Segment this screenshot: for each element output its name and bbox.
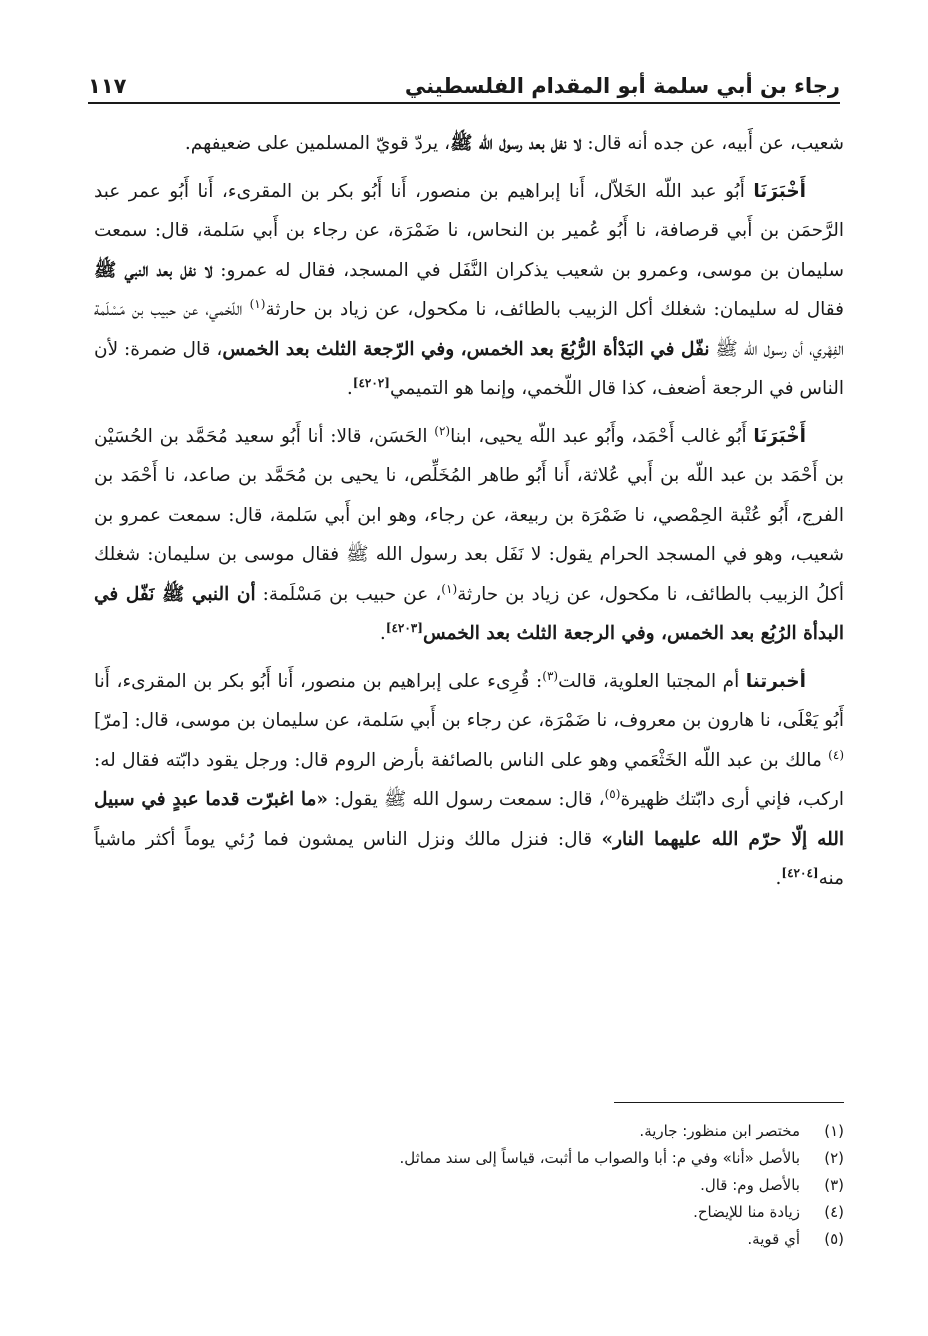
text-run: فقال له سليمان: شغلك أكل الزبيب بالطائف، نا مكحول، عن زياد بن حارثة — [265, 299, 844, 320]
paragraph — [94, 172, 844, 409]
chapter-title: رجاء بن أبي سلمة أبو المقدام الفلسطيني — [404, 74, 840, 98]
text-run: : قُرِىء على إبراهيم بن منصور، أَنا أَبُو بكر بن المقرىء، أَنا أَبُو يَعْلَى، نا هارون بن معروف، نا ضَمْرَة، عن رجاء بن أَبي سَلمة، عن سليمان بن موسى، قال: [مرّ] — [94, 670, 844, 731]
hadith-number: [٤٢٠٣] — [385, 620, 423, 635]
text-run: قال: فنزل مالك ونزل الناس يمشون فما رُئي يوماً أكثر ماشياً منه — [94, 828, 844, 889]
hadith-text: لا نفل بعد النبي ﷺ — [94, 259, 213, 281]
text-run: ، يردّ قويّ المسلمين على ضعيفهم. — [184, 133, 451, 154]
footnote-number: (٤) — [824, 1203, 844, 1221]
narration-lead: أخبرتنا — [745, 670, 806, 692]
footnote-divider — [614, 1102, 844, 1103]
footnote-marker: (٣) — [542, 668, 559, 683]
text-run: . — [775, 868, 782, 889]
text-run: أم المجتبا العلوية، قالت — [558, 670, 746, 692]
footnote-marker: (٢) — [434, 423, 451, 438]
text-run: اللّخمي، عن حبيب بن مَسْلَمة الفِهْري، أن رسول الله ﷺ — [94, 299, 844, 360]
running-head — [88, 62, 840, 98]
footnote-marker: (٥) — [604, 786, 621, 801]
footnote-text: بالأصل «أنا» وفي م: أبا والصواب ما أثبت، قياساً إلى سند مماثل. — [399, 1149, 800, 1167]
text-run: ، عن حبيب بن مَسْلَمة: — [255, 583, 442, 605]
hadith-text: أن النبي ﷺ نَفّل في البدأة الرُبُع بعد الخمس، وفي الرجعة الثلث بعد الخمس — [94, 583, 844, 644]
hadith-text: نفّل في البَدْأة الرُّبُعَ بعد الخمس، وفي الرّجعة الثلث بعد الخمس — [222, 338, 710, 360]
footnote-text: بالأصل وم: قال. — [700, 1176, 800, 1194]
footnote-number: (١) — [824, 1122, 844, 1140]
footnote-text: زيادة منا للإيضاح. — [693, 1203, 800, 1221]
page-number: ١١٧ — [88, 74, 127, 98]
footnote-marker: (١) — [441, 581, 458, 596]
text-run: أَبُو غالب أَحْمَد، وأَبُو عبد اللّه يحيى، ابنا — [450, 425, 754, 447]
text-run: الحَسَن، قالا: أنا أَبُو سعيد مُحَمَّد بن الحُسَيْن بن أَحْمَد بن عبد اللّه بن أَبي عُلاثة، أَنا أَبُو طاهر المُخَلِّص، نا يحيى بن مُحَمَّد بن صاعد، نا أَحْمَد بن الفرج، أَبُو عُتْبة الحِمْصي، نا ضَمْرَة بن ربيعة، عن رجاء، وهو ابن أَبي سَلمة، قال: سمعت عمرو بن شعيب، وهو في المسجد الحرام يقول: لا نَفَل بعد رسول الله ﷺ فقال موسى بن سليمان: شغلك أكلُ الزبيب بالطائف، نا مكحول، عن زياد بن حارثة — [94, 425, 844, 605]
footnote-number: (٥) — [824, 1230, 844, 1248]
text-run: ، قال ضمرة: لأن الناس في الرجعة أضعف، كذا قال اللّخمي، وإنما هو التميمي — [94, 338, 844, 399]
paragraph — [94, 662, 844, 899]
footnote-number: (٢) — [824, 1149, 844, 1167]
footnote-marker: (١) — [249, 296, 266, 311]
footnote — [94, 1199, 844, 1226]
hadith-text: لا نفل بعد رسول الله ﷺ — [450, 133, 582, 154]
paragraph — [94, 124, 844, 164]
main-text — [94, 124, 844, 907]
footnote-marker: (٤) — [828, 747, 844, 762]
narration-lead: أَخْبَرَنَا — [753, 425, 806, 447]
paragraph — [94, 417, 844, 654]
footnote — [94, 1145, 844, 1172]
text-run: . — [346, 378, 353, 399]
narration-lead: أَخْبَرَنَا — [753, 180, 806, 202]
hadith-text: «ما اغبرّت قدما عبدٍ في سبيل الله إلّا حرّم الله عليهما النار» — [94, 789, 844, 850]
footnote-text: أي قوية. — [747, 1230, 800, 1248]
text-run: مالك بن عبد اللّه الخَثْعَمي وهو على الناس بالصائفة بأرض الروم قال: ورجل يقود دابّته فقال له: اركب، فإني أرى دابّتك ظهيرة — [94, 749, 845, 810]
footnote — [94, 1118, 844, 1145]
footnote — [94, 1226, 844, 1253]
text-run: أَبُو عبد اللّه الخَلاّل، أَنا إبراهيم بن منصور، أَنا أَبُو بكر بن المقرىء، أَنا أَبُو عمر عبد الرَّحمَن بن أَبي قرصافة، نا أَبُو عُمير بن النحاس، نا ضَمْرَة، عن رجاء بن أَبي سَلمة، قال: سمعت سليمان بن موسى، وعمرو بن شعيب يذكران النَّفَل في المسجد، فقال له عمرو: — [94, 180, 845, 281]
footnotes — [94, 1118, 844, 1253]
footnote-text: مختصر ابن منظور: جارية. — [639, 1122, 800, 1140]
header-divider — [88, 102, 840, 104]
footnote-number: (٣) — [824, 1176, 844, 1194]
hadith-number: [٤٢٠٤] — [781, 865, 819, 880]
text-run: شعيب، عن أَبيه، عن جده أنه قال: — [581, 133, 844, 154]
text-run: . — [379, 623, 386, 644]
footnote — [94, 1172, 844, 1199]
text-run: ، قال: سمعت رسول الله ﷺ يقول: — [327, 789, 605, 810]
hadith-number: [٤٢٠٢] — [352, 375, 390, 390]
